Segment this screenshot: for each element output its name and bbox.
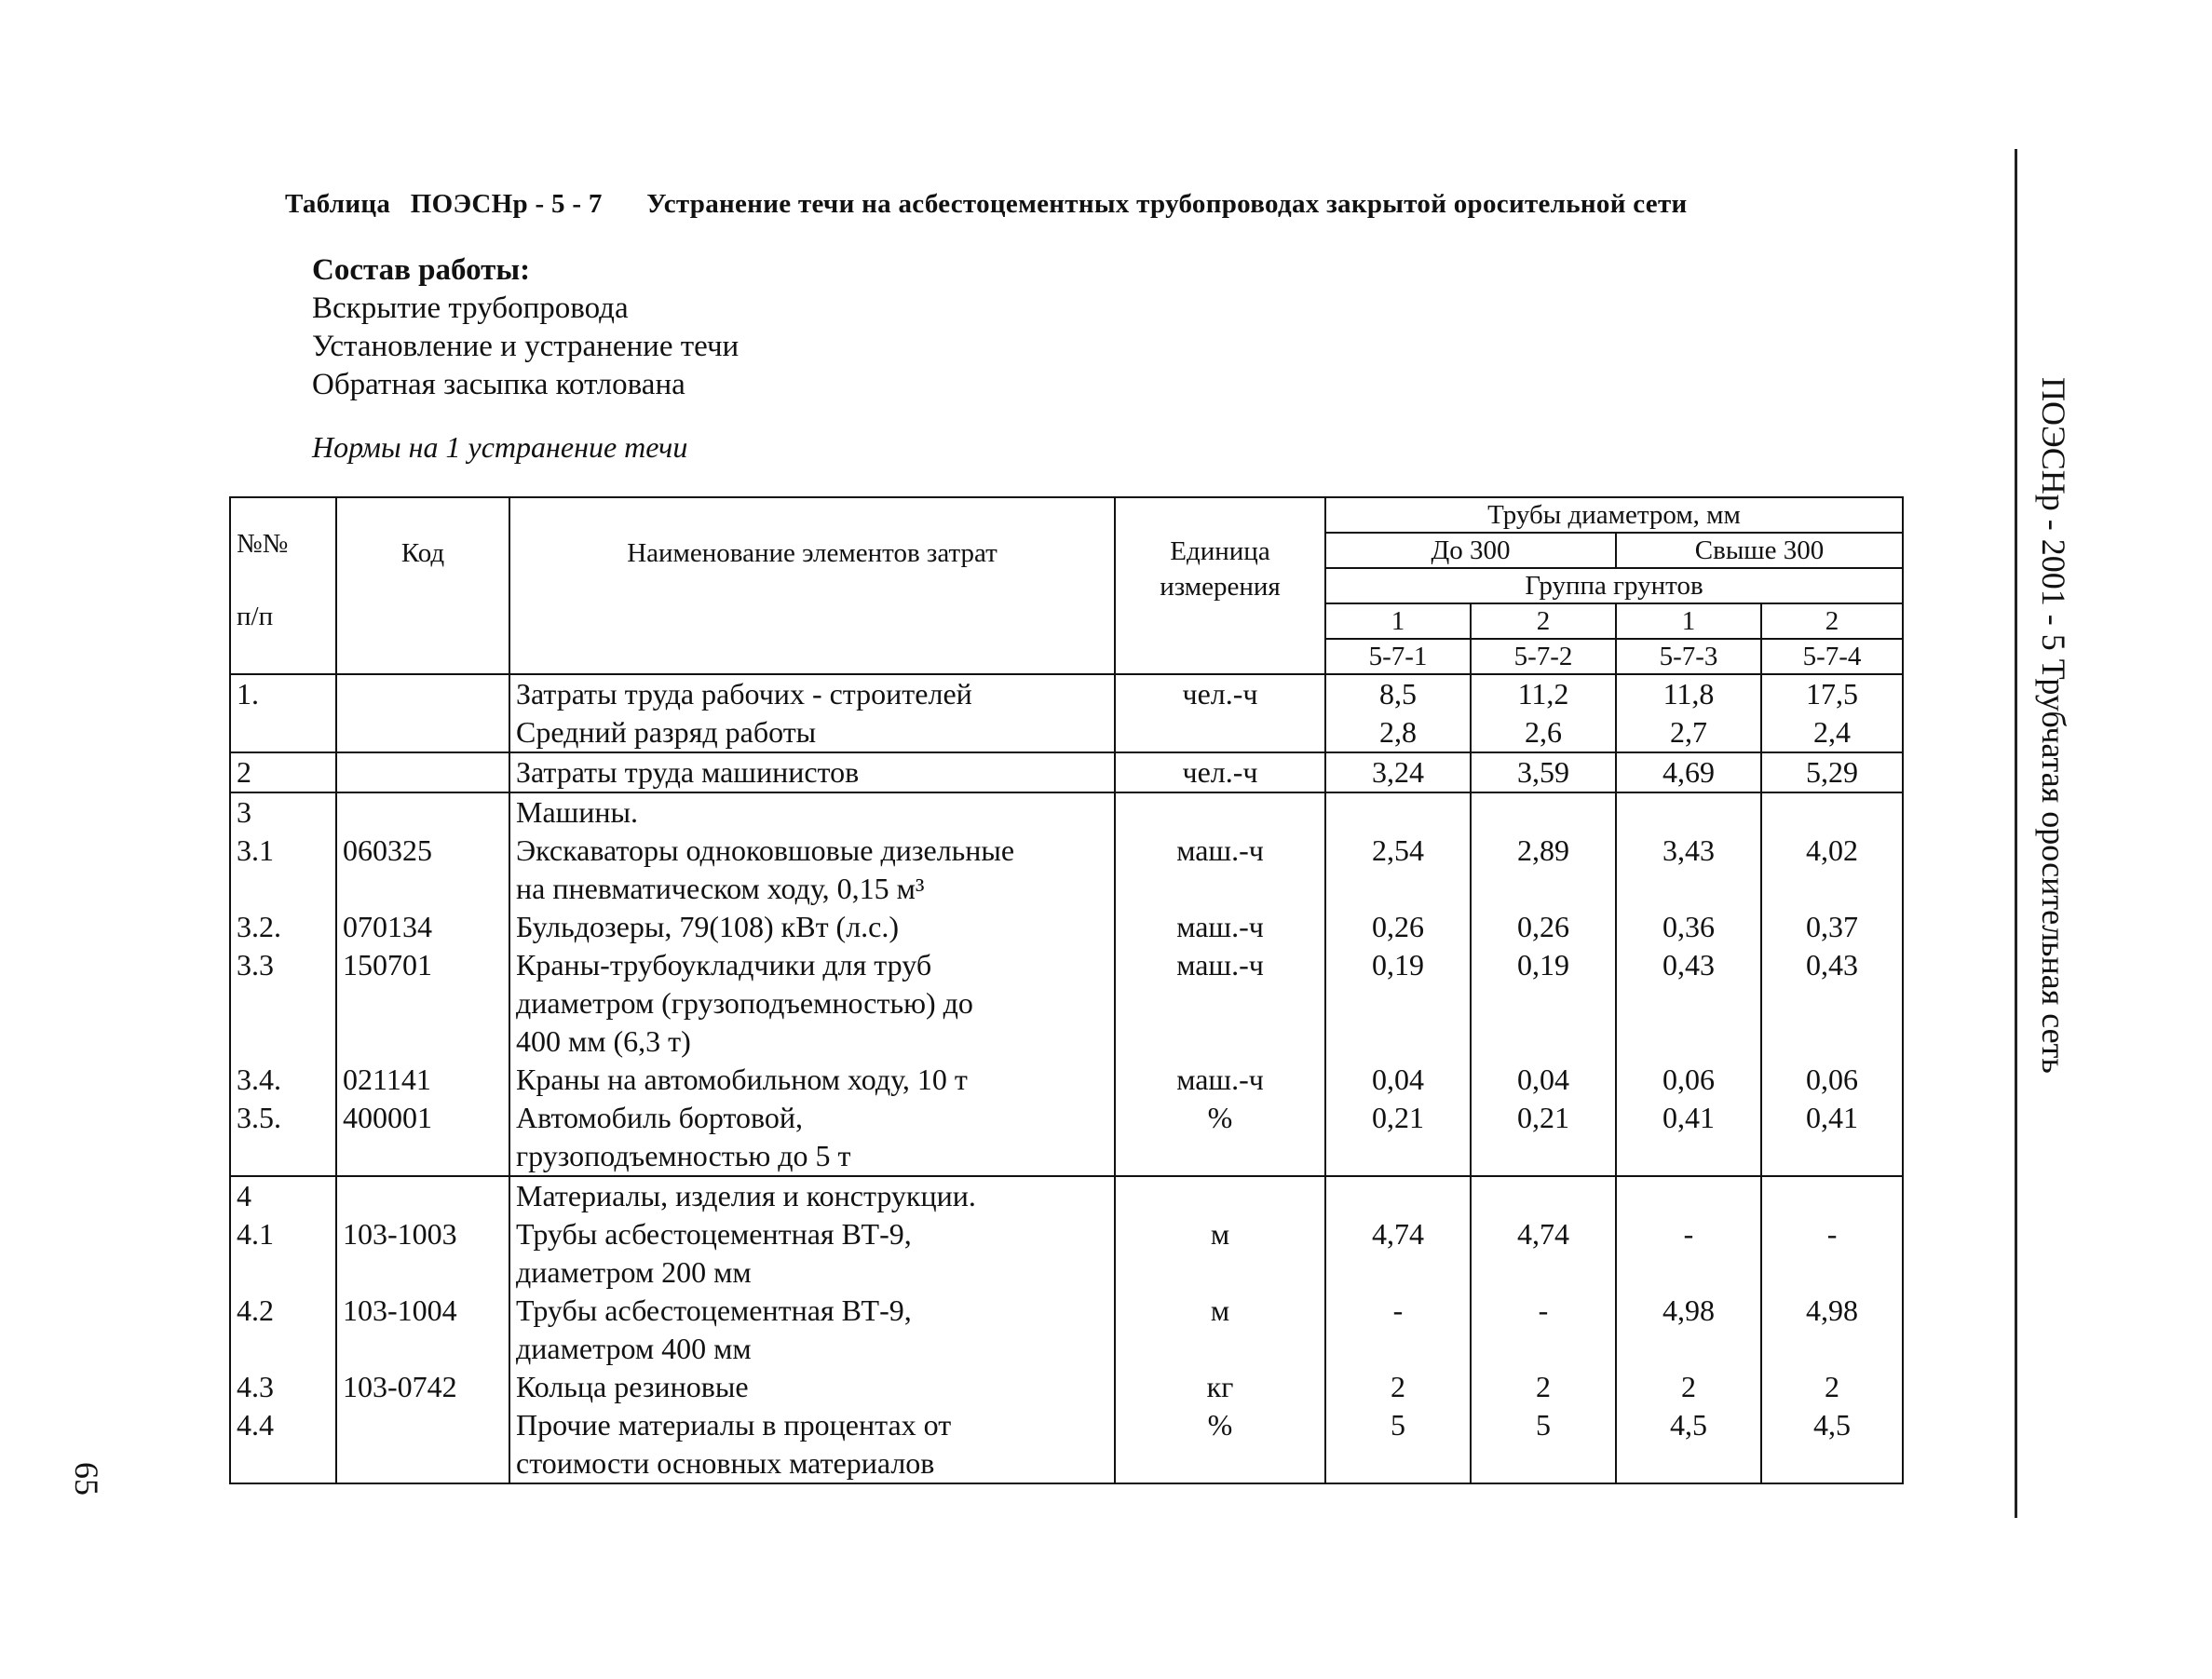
row-code: 150701 <box>343 948 432 982</box>
header-pipes: Трубы диаметром, мм <box>1325 497 1903 533</box>
row-name: Машины. <box>516 795 639 829</box>
row-value <box>1332 1137 1464 1175</box>
row-number: 3.1 <box>237 833 274 867</box>
row-value: 11,8 <box>1662 677 1715 711</box>
row-code: 103-1004 <box>343 1293 457 1327</box>
row-value: 0,21 <box>1517 1101 1569 1134</box>
row-value <box>1332 1177 1464 1215</box>
caption-code: ПОЭСНр - 5 - 7 <box>410 189 603 219</box>
row-name: Трубы асбестоцементная ВТ-9, <box>516 1217 912 1251</box>
row-value-cell <box>1325 752 1471 792</box>
row-unit <box>1121 984 1319 1022</box>
caption-label: Таблица <box>285 189 391 219</box>
row-value: 3,24 <box>1372 755 1424 789</box>
row-value <box>1332 984 1464 1022</box>
row-value: 0,04 <box>1517 1063 1569 1096</box>
row-name-cell <box>509 792 1115 1176</box>
row-value <box>1768 1022 1896 1061</box>
row-number: 4.4 <box>237 1408 274 1442</box>
row-number: 3.4. <box>237 1063 281 1096</box>
header-norm-code: 5-7-4 <box>1761 639 1903 674</box>
row-value <box>1622 1444 1755 1483</box>
margin-rule <box>2015 149 2017 1518</box>
table-row <box>230 1176 1903 1483</box>
row-unit <box>1121 1444 1319 1483</box>
row-name: Затраты труда машинистов <box>516 755 860 789</box>
row-unit <box>1121 1330 1319 1368</box>
row-value <box>1768 1330 1896 1368</box>
row-value-cell <box>1761 674 1903 752</box>
row-number <box>237 1330 330 1368</box>
row-name: на пневматическом ходу, 0,15 м³ <box>516 872 925 905</box>
row-value: 0,41 <box>1806 1101 1859 1134</box>
row-name: Краны на автомобильном ходу, 10 т <box>516 1063 968 1096</box>
row-unit-cell <box>1115 792 1325 1176</box>
row-value: 4,69 <box>1662 755 1715 789</box>
row-name: диаметром 200 мм <box>516 1255 752 1289</box>
row-name: Трубы асбестоцементная ВТ-9, <box>516 1293 912 1327</box>
header-group: 1 <box>1616 603 1761 639</box>
row-value <box>1477 1330 1609 1368</box>
row-value-cell <box>1616 792 1761 1176</box>
row-code <box>343 753 503 792</box>
header-norm-code: 5-7-1 <box>1325 639 1471 674</box>
row-name-cell <box>509 1176 1115 1483</box>
row-value: 0,06 <box>1806 1063 1859 1096</box>
row-code <box>343 870 503 908</box>
row-value: 4,98 <box>1806 1293 1859 1327</box>
row-value <box>1768 1253 1896 1292</box>
row-code <box>343 1330 503 1368</box>
row-value: 2,7 <box>1670 715 1707 749</box>
row-value: - <box>1683 1217 1694 1251</box>
row-unit-cell <box>1115 1176 1325 1483</box>
row-number: 3 <box>237 795 251 829</box>
row-value <box>1477 1444 1609 1483</box>
composition-item: Вскрытие трубопровода <box>312 291 629 325</box>
row-code <box>343 1253 503 1292</box>
row-value <box>1768 793 1896 832</box>
row-value <box>1622 1177 1755 1215</box>
row-value: 2 <box>1536 1370 1551 1403</box>
row-code: 070134 <box>343 910 432 943</box>
table-caption <box>285 189 1961 220</box>
row-value: 5,29 <box>1806 755 1859 789</box>
row-value <box>1332 1330 1464 1368</box>
row-number: 4.3 <box>237 1370 274 1403</box>
table-row <box>230 752 1903 792</box>
row-value <box>1332 870 1464 908</box>
row-name: Краны-трубоукладчики для труб <box>516 948 932 982</box>
row-value-cell <box>1761 792 1903 1176</box>
row-number <box>237 870 330 908</box>
header-num-sub: п/п <box>237 602 274 631</box>
row-name: Материалы, изделия и конструкции. <box>516 1179 976 1212</box>
row-unit <box>1121 1253 1319 1292</box>
row-unit-cell <box>1115 752 1325 792</box>
row-code: 400001 <box>343 1101 432 1134</box>
row-value <box>1332 1253 1464 1292</box>
row-value: 2 <box>1391 1370 1405 1403</box>
row-unit <box>1121 713 1319 751</box>
row-code-cell <box>336 1176 509 1483</box>
row-value-cell <box>1616 752 1761 792</box>
row-value <box>1477 984 1609 1022</box>
row-number: 4.1 <box>237 1217 274 1251</box>
row-value: 4,74 <box>1517 1217 1569 1251</box>
row-value: 4,5 <box>1813 1408 1852 1442</box>
row-value: 0,41 <box>1662 1101 1715 1134</box>
row-value: 4,74 <box>1372 1217 1424 1251</box>
row-value: 0,26 <box>1372 910 1424 943</box>
row-value <box>1622 1137 1755 1175</box>
norms-table <box>229 496 1904 1484</box>
row-value <box>1622 984 1755 1022</box>
row-value <box>1768 984 1896 1022</box>
row-unit: % <box>1207 1101 1233 1134</box>
row-name: грузоподъемностью до 5 т <box>516 1139 851 1172</box>
row-unit <box>1121 793 1319 832</box>
row-value-cell <box>1325 1176 1471 1483</box>
row-value <box>1477 793 1609 832</box>
row-number <box>237 1444 330 1483</box>
row-value <box>1768 1444 1896 1483</box>
row-value: 4,5 <box>1670 1408 1707 1442</box>
row-value: 0,43 <box>1806 948 1859 982</box>
row-unit: маш.-ч <box>1176 833 1264 867</box>
row-value: 0,06 <box>1662 1063 1715 1096</box>
header-soil-group: Группа грунтов <box>1325 568 1903 603</box>
row-code <box>343 984 503 1022</box>
row-value: 0,37 <box>1806 910 1859 943</box>
row-code-cell <box>336 674 509 752</box>
row-code <box>343 1137 503 1175</box>
row-value: 0,43 <box>1662 948 1715 982</box>
row-number: 1. <box>237 677 259 711</box>
row-code <box>343 675 503 713</box>
composition-item: Обратная засыпка котлована <box>312 368 685 401</box>
row-number: 3.5. <box>237 1101 281 1134</box>
row-unit: % <box>1207 1408 1233 1442</box>
row-code: 103-1003 <box>343 1217 457 1251</box>
row-name: диаметром 400 мм <box>516 1332 752 1365</box>
row-name: Затраты труда рабочих - строителей <box>516 677 972 711</box>
row-code-cell <box>336 792 509 1176</box>
row-value <box>1622 1022 1755 1061</box>
header-name: Наименование элементов затрат <box>509 497 1115 674</box>
header-group: 2 <box>1471 603 1616 639</box>
row-unit: м <box>1210 1217 1230 1251</box>
row-value: 0,21 <box>1372 1101 1424 1134</box>
row-number-cell <box>230 752 336 792</box>
row-value <box>1477 1177 1609 1215</box>
row-value-cell <box>1616 1176 1761 1483</box>
row-name: Автомобиль бортовой, <box>516 1101 804 1134</box>
row-name-cell <box>509 674 1115 752</box>
page-number: 65 <box>68 1462 105 1496</box>
row-value <box>1768 1177 1896 1215</box>
composition-item: Установление и устранение течи <box>312 330 740 363</box>
header-norm-code: 5-7-2 <box>1471 639 1616 674</box>
row-value <box>1622 1330 1755 1368</box>
composition-title: Состав работы: <box>312 253 531 287</box>
row-number <box>237 1137 330 1175</box>
header-group: 2 <box>1761 603 1903 639</box>
row-name: Средний разряд работы <box>516 715 817 749</box>
header-code: Код <box>336 497 509 674</box>
row-value: 3,43 <box>1662 833 1715 867</box>
row-value: 11,2 <box>1517 677 1569 711</box>
header-over300: Свыше 300 <box>1616 533 1903 568</box>
row-value <box>1477 1137 1609 1175</box>
table-row <box>230 792 1903 1176</box>
row-number-cell <box>230 792 336 1176</box>
norms-note: Нормы на 1 устранение течи <box>312 430 688 464</box>
row-value: 2,4 <box>1813 715 1852 749</box>
row-value-cell <box>1471 1176 1616 1483</box>
row-value: 8,5 <box>1379 677 1417 711</box>
row-number <box>237 1253 330 1292</box>
row-value <box>1332 1444 1464 1483</box>
row-code <box>343 1022 503 1061</box>
row-value <box>1622 870 1755 908</box>
header-num <box>230 497 336 674</box>
row-value: 0,26 <box>1517 910 1569 943</box>
row-number <box>237 1022 330 1061</box>
row-unit-cell <box>1115 674 1325 752</box>
row-value: 2,89 <box>1517 833 1569 867</box>
row-value: 4,98 <box>1662 1293 1715 1327</box>
row-value-cell <box>1616 674 1761 752</box>
row-code-cell <box>336 752 509 792</box>
row-value-cell <box>1325 792 1471 1176</box>
row-value <box>1768 870 1896 908</box>
row-value: 0,19 <box>1372 948 1424 982</box>
row-number: 2 <box>237 755 251 789</box>
row-name: Прочие материалы в процентах от <box>516 1408 952 1442</box>
row-unit <box>1121 1022 1319 1061</box>
row-value-cell <box>1471 792 1616 1176</box>
row-unit <box>1121 870 1319 908</box>
row-value: 4,02 <box>1806 833 1859 867</box>
header-unit: Единица измерения <box>1115 497 1325 674</box>
header-norm-code: 5-7-3 <box>1616 639 1761 674</box>
row-value-cell <box>1761 1176 1903 1483</box>
row-unit <box>1121 1177 1319 1215</box>
row-code: 021141 <box>343 1063 431 1096</box>
row-name: Кольца резиновые <box>516 1370 749 1403</box>
row-number-cell <box>230 674 336 752</box>
row-value <box>1622 1253 1755 1292</box>
row-value: 0,19 <box>1517 948 1569 982</box>
row-value: - <box>1538 1293 1549 1327</box>
side-title: ПОЭСНр - 2001 - 5 Трубчатая оросительная сеть <box>2035 377 2072 1074</box>
row-code: 060325 <box>343 833 432 867</box>
row-number: 4 <box>237 1179 251 1212</box>
row-value <box>1622 793 1755 832</box>
row-unit <box>1121 1137 1319 1175</box>
row-unit: маш.-ч <box>1176 910 1264 943</box>
row-name: стоимости основных материалов <box>516 1446 935 1480</box>
row-value-cell <box>1471 752 1616 792</box>
row-unit: м <box>1210 1293 1230 1327</box>
row-code <box>343 1177 503 1215</box>
row-name: 400 мм (6,3 т) <box>516 1024 691 1058</box>
row-value <box>1768 1137 1896 1175</box>
row-number: 3.3 <box>237 948 274 982</box>
row-value: 2,8 <box>1379 715 1417 749</box>
row-value: 0,36 <box>1662 910 1715 943</box>
row-name: Экскаваторы одноковшовые дизельные <box>516 833 1015 867</box>
row-value: 3,59 <box>1517 755 1569 789</box>
header-group: 1 <box>1325 603 1471 639</box>
row-unit: чел.-ч <box>1182 755 1258 789</box>
row-value: - <box>1826 1217 1838 1251</box>
row-code <box>343 1444 503 1483</box>
row-value <box>1332 1022 1464 1061</box>
row-code: 103-0742 <box>343 1370 457 1403</box>
row-value: 2,54 <box>1372 833 1424 867</box>
row-number: 4.2 <box>237 1293 274 1327</box>
row-value: 2,6 <box>1525 715 1562 749</box>
row-value: 2 <box>1681 1370 1696 1403</box>
row-value <box>1477 1022 1609 1061</box>
row-value: 5 <box>1391 1408 1405 1442</box>
table-row <box>230 674 1903 752</box>
row-value: - <box>1392 1293 1404 1327</box>
row-value-cell <box>1325 674 1471 752</box>
row-value: 5 <box>1536 1408 1551 1442</box>
row-value: 17,5 <box>1806 677 1859 711</box>
row-number: 3.2. <box>237 910 281 943</box>
row-name: Бульдозеры, 79(108) кВт (л.с.) <box>516 910 900 943</box>
row-number-cell <box>230 1176 336 1483</box>
row-unit: маш.-ч <box>1176 1063 1264 1096</box>
row-value-cell <box>1471 674 1616 752</box>
header-upto300: До 300 <box>1325 533 1616 568</box>
row-name: диаметром (грузоподъемностью) до <box>516 986 973 1020</box>
row-value: 2 <box>1825 1370 1840 1403</box>
row-number <box>237 984 330 1022</box>
row-name-cell <box>509 752 1115 792</box>
row-value <box>1332 793 1464 832</box>
row-value-cell <box>1761 752 1903 792</box>
work-composition <box>312 251 739 404</box>
caption-title: Устранение течи на асбестоцементных трубопроводах закрытой оросительной сети <box>646 189 1688 219</box>
header-num-label: №№ <box>237 529 289 559</box>
row-unit: чел.-ч <box>1182 677 1258 711</box>
row-value: 0,04 <box>1372 1063 1424 1096</box>
row-value <box>1477 1253 1609 1292</box>
row-value <box>1477 870 1609 908</box>
row-code <box>343 793 503 832</box>
row-unit: кг <box>1206 1370 1234 1403</box>
row-code <box>343 1406 503 1444</box>
row-unit: маш.-ч <box>1176 948 1264 982</box>
